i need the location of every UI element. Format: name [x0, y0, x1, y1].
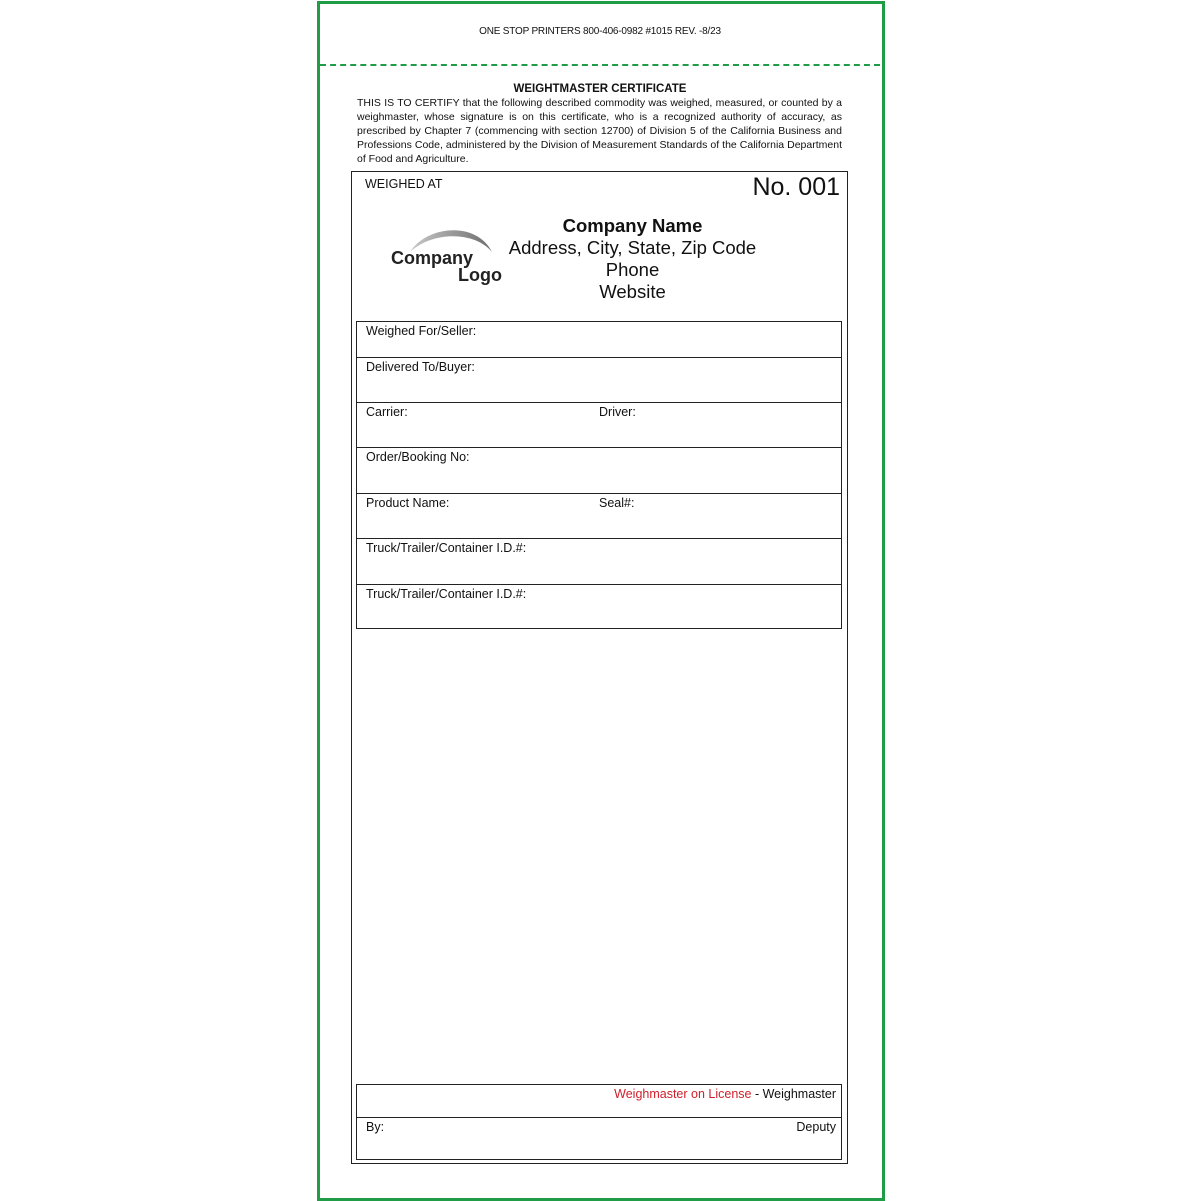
field-row-carrier-driver[interactable]	[357, 402, 841, 447]
delivered-to-label: Delivered To/Buyer:	[366, 360, 475, 374]
ticket-number: No. 001	[752, 173, 840, 201]
perforation-line	[320, 64, 880, 66]
signature-divider	[357, 1117, 841, 1118]
weighed-at-label: WEIGHED AT	[365, 177, 443, 191]
by-label: By:	[366, 1120, 385, 1134]
order-booking-label: Order/Booking No:	[366, 450, 470, 464]
company-info	[480, 215, 785, 304]
logo-text-company: Company	[391, 248, 474, 268]
weighmaster-on-license: Weighmaster on License	[614, 1087, 752, 1101]
truck-id-label: Truck/Trailer/Container I.D.#:	[366, 541, 527, 555]
field-row-order-no[interactable]	[357, 447, 841, 492]
company-phone: Phone	[605, 259, 660, 281]
certificate-title: WEIGHTMASTER CERTIFICATE	[513, 83, 687, 95]
weighed-for-label: Weighed For/Seller:	[366, 324, 477, 338]
truck-id-label: Truck/Trailer/Container I.D.#:	[366, 587, 527, 601]
fields-table	[356, 321, 842, 629]
field-row-truck-id-1[interactable]	[357, 538, 841, 583]
field-row-weighed-for[interactable]	[357, 322, 841, 357]
company-name: Company Name	[562, 215, 703, 236]
seal-label: Seal#:	[599, 496, 635, 510]
deputy-label: Deputy	[796, 1120, 836, 1134]
certificate-main-box	[351, 171, 848, 1164]
weighmaster-signature-line[interactable]	[560, 1087, 836, 1101]
field-row-product-seal[interactable]	[357, 493, 841, 538]
field-row-delivered-to[interactable]	[357, 357, 841, 402]
logo-text-logo: Logo	[458, 265, 502, 285]
weighmaster-label: - Weighmaster	[751, 1087, 836, 1101]
company-website: Website	[599, 281, 666, 303]
product-name-label: Product Name:	[366, 496, 450, 510]
driver-label: Driver:	[599, 405, 636, 419]
certificate-statement: THIS IS TO CERTIFY that the following described commodity was weighed, measured, or counted by a weighmaster, whose signature is on this certificate, who is a recognized authority of accuracy, as prescribed by Chapter 7 (commencing with section 12700) of Division 5 of the California Business and Professions Code, administered by the Division of Measurement Standards of the California Department of Food and Agriculture.	[357, 97, 842, 165]
carrier-label: Carrier:	[366, 405, 408, 419]
field-row-truck-id-2[interactable]	[357, 584, 841, 629]
company-address: Address, City, State, Zip Code	[508, 237, 757, 258]
printer-line: ONE STOP PRINTERS 800-406-0982 #1015 REV. -8/23	[479, 26, 721, 37]
